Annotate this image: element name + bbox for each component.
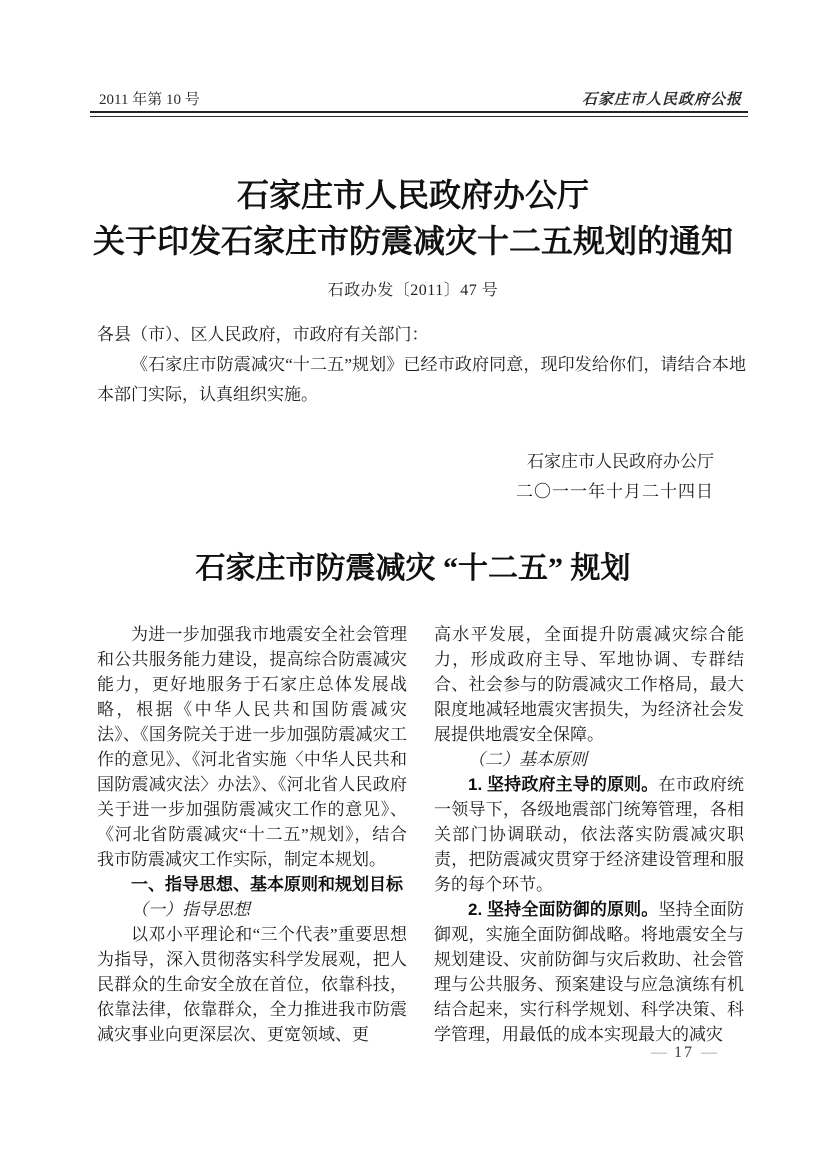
- principle-2-lead: 2. 坚持全面防御的原则。: [468, 900, 659, 919]
- principle-1-lead: 1. 坚持政府主导的原则。: [468, 775, 659, 794]
- salutation: 各县（市）、区人民政府，市政府有关部门：: [97, 325, 429, 344]
- plan-title: 石家庄市防震减灾 “十二五” 规划: [195, 552, 631, 585]
- document-number: 石政办发〔2011〕47 号: [327, 282, 499, 299]
- guiding-thought-paragraph-part2: 高水平发展，全面提升防震减灾综合能力，形成政府主导、军地协调、专群结合、社会参与的防震减灾工作格局，最大限度地减轻地震灾害损失，为经济社会发展提供地震安全保障。: [434, 625, 744, 744]
- right-column: [434, 622, 744, 1047]
- header-double-rule: [90, 111, 748, 117]
- page-number-value: 17: [674, 1044, 694, 1061]
- principle-1-text: 在市政府统一领导下，各级地震部门统筹管理，各相关部门协调联动，依法落实防震减灾职责，把防震减灾贯穿于经济建设管理和服务的每个环节。: [434, 775, 744, 894]
- gazette-title: 石家庄市人民政府公报: [581, 92, 742, 108]
- page-number: [638, 1043, 730, 1063]
- page-number-left-dash: —: [651, 1044, 667, 1061]
- signature-block: [516, 447, 714, 507]
- running-head: [99, 88, 742, 109]
- signing-office: 石家庄市人民政府办公厅: [527, 452, 714, 471]
- notice-body-paragraph: 《石家庄市防震减灾“十二五”规划》已经市政府同意，现印发给你们，请结合本地本部门实际，认真组织实施。: [97, 355, 746, 404]
- guiding-thought-paragraph-part1: 以邓小平理论和“三个代表”重要思想为指导，深入贯彻落实科学发展观，把人民群众的生命安全放在首位，依靠科技，依靠法律，依靠群众，全力推进我市防震减灾事业向更深层次、更宽领域、更: [97, 925, 407, 1044]
- subsection-2-heading: （二）基本原则: [468, 750, 587, 769]
- section-1-heading: 一、指导思想、基本原则和规划目标: [131, 875, 403, 894]
- page-number-right-dash: —: [701, 1044, 717, 1061]
- principle-2-text: 坚持全面防御观，实施全面防御战略。将地震安全与规划建设、灾前防御与灾后救助、社会管理与公共服务、预案建设与应急演练有机结合起来，实行科学规划、科学决策、科学管理，用最低的成本实现最大的减灾: [434, 900, 744, 1044]
- principle-1-paragraph: [434, 772, 744, 897]
- left-column: [97, 622, 407, 1047]
- plan-body: [97, 622, 744, 1047]
- notice-title-line2: 关于印发石家庄市防震减灾十二五规划的通知: [92, 223, 733, 259]
- notice-title: [40, 172, 786, 264]
- notice-letter: [97, 320, 746, 410]
- notice-title-line1: 石家庄市人民政府办公厅: [236, 177, 589, 213]
- signing-date: 二〇一一年十月二十四日: [516, 482, 714, 501]
- principle-2-paragraph: [434, 897, 744, 1047]
- subsection-1-heading: （一）指导思想: [131, 900, 250, 919]
- issue-number: 2011 年第 10 号: [99, 92, 200, 108]
- plan-intro-paragraph: 为进一步加强我市地震安全社会管理和公共服务能力建设，提高综合防震减灾能力，更好地服务于石家庄总体发展战略，根据《中华人民共和国防震减灾法》、《国务院关于进一步加强防震减灾工作的意见》、《河北省实施〈中华人民共和国防震减灾法〉办法》、《河北省人民政府关于进一步加强防震减灾工作的意见》、《河北省防震减灾“十二五”规划》，结合我市防震减灾工作实际，制定本规划。: [97, 625, 407, 869]
